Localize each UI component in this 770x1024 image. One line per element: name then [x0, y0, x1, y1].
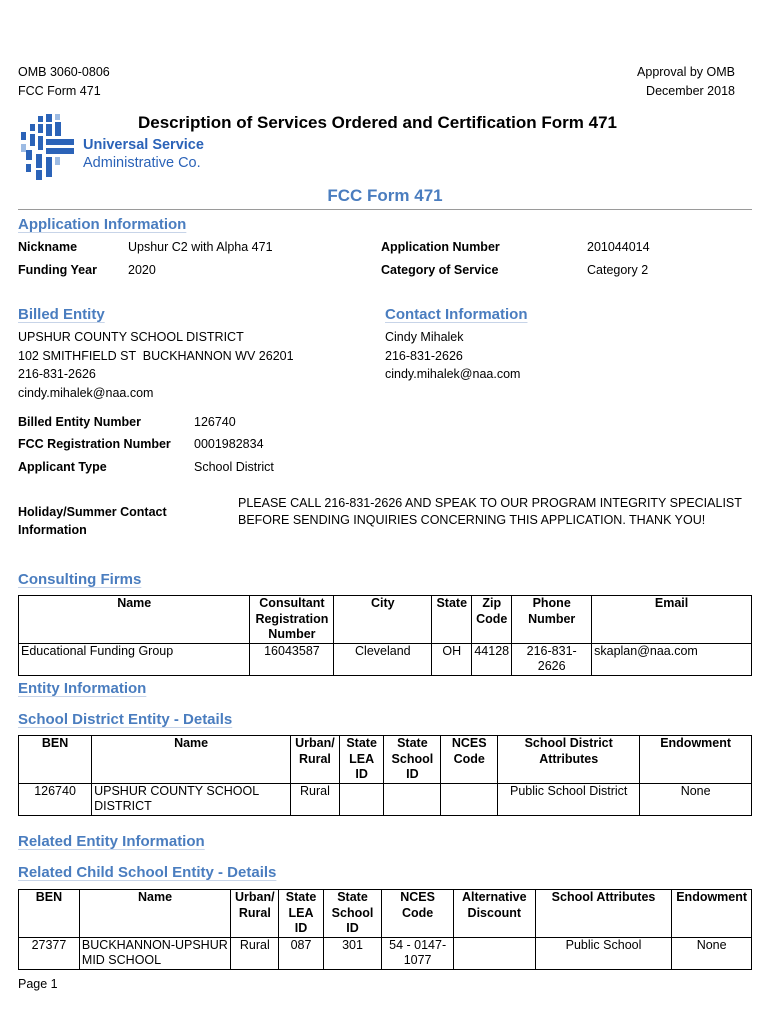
billed-entity-heading: Billed Entity	[18, 306, 105, 323]
column-header: Endowment	[672, 890, 752, 938]
column-header: Urban/ Rural	[291, 736, 340, 784]
table-cell: Public School District	[498, 783, 640, 815]
column-header: Urban/ Rural	[231, 890, 279, 938]
table-cell: None	[640, 783, 752, 815]
holiday-text-line2: BEFORE SENDING INQUIRIES CONCERNING THIS APPLICATION. THANK YOU!	[238, 513, 706, 527]
nickname-label: Nickname	[18, 240, 78, 254]
column-header: Email	[592, 596, 752, 644]
column-header: Consultant Registration Number	[250, 596, 334, 644]
form-subtitle: FCC Form 471	[327, 186, 443, 205]
contact-email: cindy.mihalek@naa.com	[385, 367, 521, 381]
column-header: School Attributes	[535, 890, 672, 938]
column-header: Zip Code	[472, 596, 512, 644]
holiday-label-line2: Information	[18, 523, 87, 537]
column-header: BEN	[19, 736, 92, 784]
table-cell: 16043587	[250, 643, 334, 675]
table-cell: OH	[432, 643, 472, 675]
nickname-value: Upshur C2 with Alpha 471	[128, 240, 273, 254]
table-cell: 126740	[19, 783, 92, 815]
table-cell: UPSHUR COUNTY SCHOOL DISTRICT	[92, 783, 291, 815]
table-cell	[339, 783, 384, 815]
table-header-row	[19, 596, 752, 644]
table-header-row	[19, 736, 752, 784]
district-heading: School District Entity - Details	[18, 711, 233, 728]
table-header-row	[19, 890, 752, 938]
column-header: Alternative Discount	[453, 890, 535, 938]
table-cell: 27377	[19, 937, 80, 969]
table-cell: 301	[323, 937, 382, 969]
table-cell: Educational Funding Group	[19, 643, 250, 675]
billed-entity-name: UPSHUR COUNTY SCHOOL DISTRICT	[18, 330, 244, 344]
table-row	[19, 643, 752, 675]
app-number-value: 201044014	[587, 240, 650, 254]
column-header: State	[432, 596, 472, 644]
usac-logo-icon	[16, 112, 76, 184]
category-value: Category 2	[587, 263, 649, 277]
table-cell: BUCKHANNON-UPSHUR MID SCHOOL	[79, 937, 230, 969]
holiday-label-line1: Holiday/Summer Contact	[18, 505, 167, 519]
column-header: NCES Code	[382, 890, 453, 938]
billed-entity-address: 102 SMITHFIELD ST BUCKHANNON WV 26201	[18, 349, 294, 363]
child-entity-heading: Related Child School Entity - Details	[18, 864, 277, 881]
table-cell: 44128	[472, 643, 512, 675]
table-cell: 087	[279, 937, 323, 969]
applicant-type-value: School District	[194, 460, 274, 474]
ben-label: Billed Entity Number	[18, 415, 141, 429]
entity-heading: Entity Information	[18, 680, 147, 697]
table-cell: Rural	[231, 937, 279, 969]
consulting-heading: Consulting Firms	[18, 571, 142, 588]
table-cell: skaplan@naa.com	[592, 643, 752, 675]
category-label: Category of Service	[381, 263, 499, 277]
column-header: State LEA ID	[279, 890, 323, 938]
column-header: State LEA ID	[339, 736, 384, 784]
column-header: State School ID	[323, 890, 382, 938]
table-cell: Rural	[291, 783, 340, 815]
column-header: Name	[79, 890, 230, 938]
table-row	[19, 783, 752, 815]
ben-value: 126740	[194, 415, 236, 429]
funding-year-value: 2020	[128, 263, 156, 277]
table-cell: 216-831-2626	[512, 643, 592, 675]
contact-name: Cindy Mihalek	[385, 330, 464, 344]
column-header: State School ID	[384, 736, 441, 784]
funding-year-label: Funding Year	[18, 263, 97, 277]
related-entity-heading: Related Entity Information	[18, 833, 205, 850]
column-header: Name	[19, 596, 250, 644]
child-entity-table	[18, 889, 752, 970]
fcc-reg-label: FCC Registration Number	[18, 437, 171, 451]
billed-entity-email: cindy.mihalek@naa.com	[18, 386, 154, 400]
approval-text: Approval by OMB	[637, 65, 735, 79]
logo-text-line1: Universal Service	[83, 137, 204, 153]
applicant-type-label: Applicant Type	[18, 460, 107, 474]
column-header: Name	[92, 736, 291, 784]
table-cell: Cleveland	[334, 643, 432, 675]
holiday-text-line1: PLEASE CALL 216-831-2626 AND SPEAK TO OUR PROGRAM INTEGRITY SPECIALIST	[238, 496, 742, 510]
table-row	[19, 937, 752, 969]
table-cell	[384, 783, 441, 815]
form-name: FCC Form 471	[18, 84, 101, 98]
table-cell: 54 - 0147-1077	[382, 937, 453, 969]
table-cell	[453, 937, 535, 969]
page-title: Description of Services Ordered and Certification Form 471	[138, 113, 617, 132]
table-cell: Public School	[535, 937, 672, 969]
column-header: BEN	[19, 890, 80, 938]
omb-number: OMB 3060-0806	[18, 65, 110, 79]
contact-heading: Contact Information	[385, 306, 528, 323]
divider	[18, 209, 752, 210]
billed-entity-phone: 216-831-2626	[18, 367, 96, 381]
column-header: School District Attributes	[498, 736, 640, 784]
district-table	[18, 735, 752, 816]
column-header: NCES Code	[441, 736, 498, 784]
column-header: City	[334, 596, 432, 644]
column-header: Endowment	[640, 736, 752, 784]
logo-text-line2: Administrative Co.	[83, 155, 201, 171]
table-cell	[441, 783, 498, 815]
table-cell: None	[672, 937, 752, 969]
contact-phone: 216-831-2626	[385, 349, 463, 363]
app-number-label: Application Number	[381, 240, 500, 254]
application-heading: Application Information	[18, 216, 187, 233]
fcc-reg-value: 0001982834	[194, 437, 264, 451]
consulting-table	[18, 595, 752, 676]
page-number: Page 1	[18, 977, 58, 991]
column-header: Phone Number	[512, 596, 592, 644]
approval-date: December 2018	[646, 84, 735, 98]
